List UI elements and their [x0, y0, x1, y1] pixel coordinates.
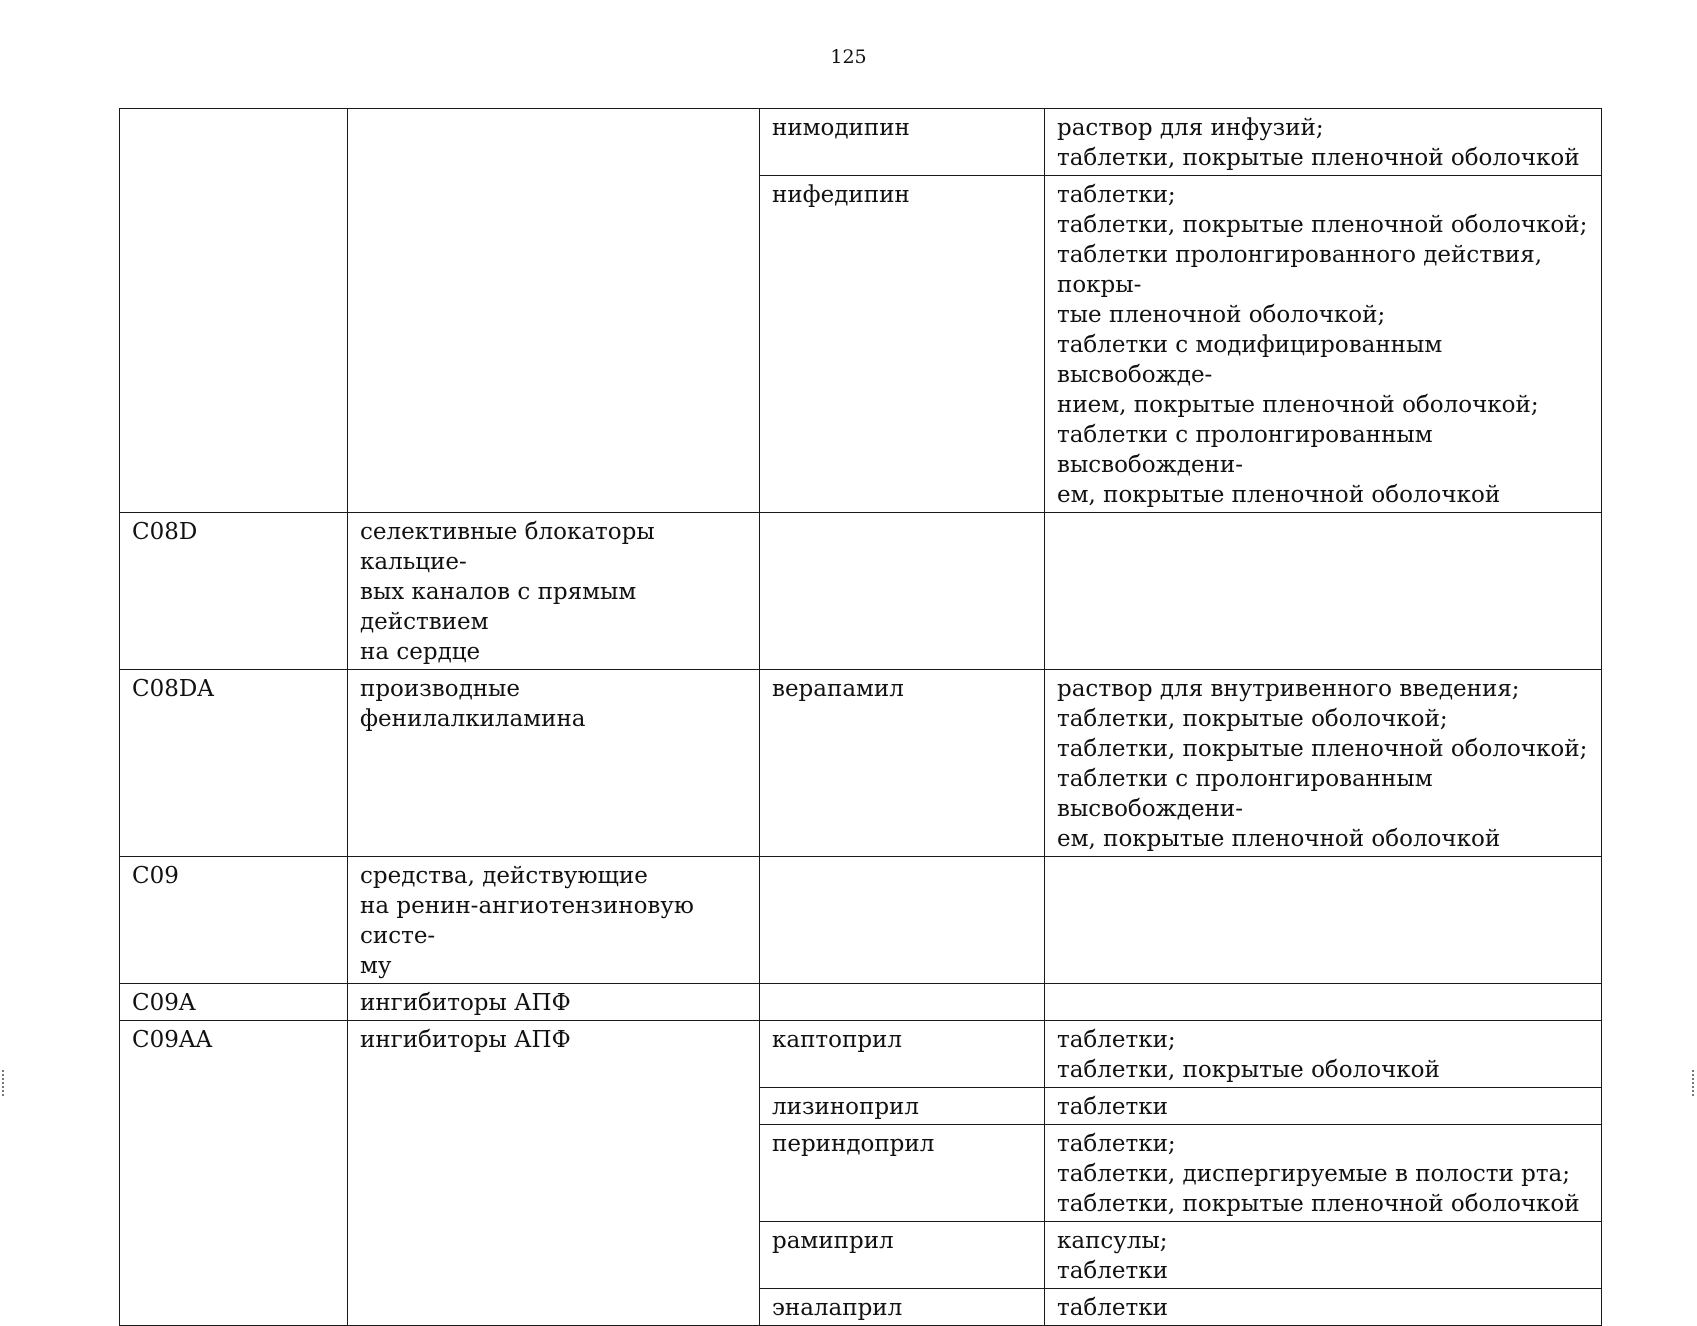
table-row [120, 1021, 1602, 1088]
drug-cell: каптоприл [760, 1021, 1045, 1088]
code-cell: C08DA [120, 670, 348, 857]
drug-cell [760, 857, 1045, 984]
drug-cell: верапамил [760, 670, 1045, 857]
drug-cell [760, 984, 1045, 1021]
code-cell: C09AA [120, 1021, 348, 1326]
drug-cell: рамиприл [760, 1222, 1045, 1289]
group-cell: производные фенилалкиламина [348, 670, 760, 857]
form-cell: капсулы; таблетки [1045, 1222, 1602, 1289]
code-cell: C09 [120, 857, 348, 984]
page-number: 125 [830, 46, 867, 68]
table-row [120, 857, 1602, 984]
drug-cell: периндоприл [760, 1125, 1045, 1222]
form-cell: таблетки; таблетки, диспергируемые в полости рта; таблетки, покрытые пленочной оболочкой [1045, 1125, 1602, 1222]
code-cell: C09A [120, 984, 348, 1021]
form-cell: таблетки [1045, 1289, 1602, 1326]
medication-table [119, 108, 1602, 1326]
drug-cell [760, 513, 1045, 670]
code-cell: C08D [120, 513, 348, 670]
form-cell: таблетки [1045, 1088, 1602, 1125]
group-cell: ингибиторы АПФ [348, 984, 760, 1021]
form-cell [1045, 857, 1602, 984]
form-cell [1045, 984, 1602, 1021]
form-cell: таблетки; таблетки, покрытые пленочной оболочкой; таблетки пролонгированного действия, покры- тые пленочной оболочкой; таблетки с модифицированным высвобожде- нием, покрытые пленочной оболочкой; таблетки с пролонгированным высвобождени- ем, покрытые пленочной оболочкой [1045, 176, 1602, 513]
form-cell [1045, 513, 1602, 670]
right-edge-mark [1692, 1070, 1697, 1096]
form-cell: таблетки; таблетки, покрытые оболочкой [1045, 1021, 1602, 1088]
drug-cell: нимодипин [760, 109, 1045, 176]
drug-cell: эналаприл [760, 1289, 1045, 1326]
drug-cell: нифедипин [760, 176, 1045, 513]
drug-cell: лизиноприл [760, 1088, 1045, 1125]
form-cell: раствор для инфузий; таблетки, покрытые пленочной оболочкой [1045, 109, 1602, 176]
table-row [120, 984, 1602, 1021]
left-edge-mark [2, 1070, 7, 1096]
table-row [120, 513, 1602, 670]
group-cell: средства, действующие на ренин-ангиотензиновую систе- му [348, 857, 760, 984]
table-row [120, 670, 1602, 857]
group-cell [348, 109, 760, 513]
group-cell: селективные блокаторы кальцие- вых каналов с прямым действием на сердце [348, 513, 760, 670]
form-cell: раствор для внутривенного введения; таблетки, покрытые оболочкой; таблетки, покрытые пленочной оболочкой; таблетки с пролонгированным высвобождени- ем, покрытые пленочной оболочкой [1045, 670, 1602, 857]
table-row [120, 109, 1602, 176]
group-cell: ингибиторы АПФ [348, 1021, 760, 1326]
code-cell [120, 109, 348, 513]
